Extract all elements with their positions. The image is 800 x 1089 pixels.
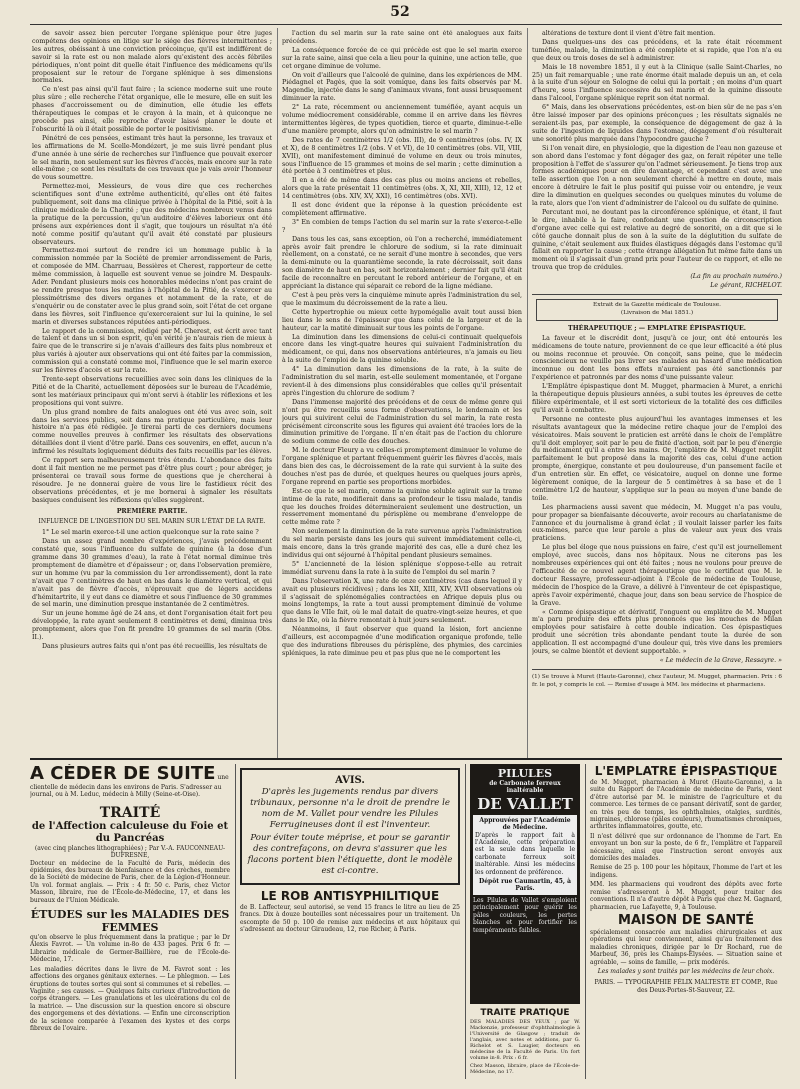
- ad-traite-body: Docteur en médecine de la Faculté de Paris, médecin des épidémies, des bureaux de bienfaisance et des crèches, membre de la Société de médecine de Paris, cher. de la Légion-d'Honneur. Un vol. format anglais. — Prix : 4 fr. 50 c. Paris, chez Victor Masson, libraire, rue de l'École-de-Médecine, 17, et dans les bureaux de l'Union Médicale.: [30, 859, 230, 904]
- ad-divider: [235, 764, 236, 1079]
- paragraph: 3° En combien de temps l'action du sel marin sur la rate s'exerce-t-elle ?: [282, 218, 522, 234]
- traite-pratique-title: TRAITÉ PRATIQUE: [480, 1008, 570, 1018]
- ad-traite-pratique: [470, 1008, 580, 1079]
- paragraph: de savoir assez bien percuter l'organe splénique pour être juges compétens des opinions en litige sur le siége des fièvres intermittentes ; les autres, obéissant à une conviction précoinçue, qu'il est indifférent de savoir si la rate est ou non malade alors qu'existent des accès fébriles périodiques, n'ont point dit quelle était l'influence des médicamens qu'ils proposaient sur le retour de l'organe splénique à ses dimensions normales.: [32, 30, 272, 85]
- ad-divider: [465, 764, 466, 1079]
- paragraph: Le plus bel éloge que nous puissions en faire, c'est qu'il est journellement employé, avec succès, dans nos hôpitaux. Nous ne citerons pas les nombreuses expériences qui ont été faites ; nous ne voulons pour preuve de l'efficacité de ce nouvel agent thérapeutique que le certificat que M. le docteur Ressayre, professeur-adjoint à l'École de médecine de Toulouse, médecin de l'hospice de la Grave, a délivré à l'inventeur de cet épispastique, après l'avoir expérimenté, chaque jour, dans son beau service de l'hospice de la Grave.: [532, 544, 782, 607]
- pilules-title: PILULES: [497, 767, 553, 780]
- paragraph: Permettez-moi surtout de rendre ici un hommage public à la commission nommée par la Société de premier arrondissement de Paris, et composée de MM. Charruau, Bessières et Cherest, rapporteur de cette même commission, à laquelle est souvent venue se joindre M. Despaulx-Ader. Pendant plusieurs mois ces honorables médecins n'ont pas craint de se rendre presque tous les matins à l'hôpital de la Pitié, de s'exercer au plessimétrisme des divers organes et notamment de la rate, et de s'enquérir ou de constater avec le plus grand soin, soit l'état de cet organe dans les fièvres, soit l'influence qu'exerceraient sur lui la quinine, le sel marin et diverses substances réputées anti-périodiques.: [32, 247, 272, 326]
- ad-divider: [585, 764, 586, 1079]
- ad-etudes-text: qu'on observe le plus fréquemment dans la pratique ; par le Dr Alexis Favrot. — Un volume in-8o de 433 pages. Prix 6 fr. — Librairie médicale de Germer-Baillière, rue de l'École-de-Médecine, 17.: [30, 934, 230, 964]
- paragraph: Non seulement la diminution de la rate survenue après l'administration du sel marin persiste dans les jours qui suivent immédiatement celle-ci, mais encore, dans la très grande majorité des cas, elle a duré chez les individus qui ont séjourné à l'hôpital pendant plusieurs semaines.: [282, 528, 522, 559]
- avis-text-2: Pour éviter toute méprise, et pour se garantir des contrefaçons, on devra s'assurer que les flacons portent bien l'étiquette, dont le modèle est ci-contre.: [247, 833, 453, 876]
- paragraph: altérations de texture dont il vient d'être fait mention.: [542, 30, 716, 37]
- paragraph: Ce n'est pas ainsi qu'il faut faire ; la science moderne suit une route plus sûre ; elle recherche l'état organique, elle le mesure, elle en suit les phases d'accroissement ou de diminution, elle étudie les effets thérapeutiques le compas et le crayon à la main, et à quiconque ne procède pas ainsi, elle reproche d'avoir laissé planer le doute et l'obscurité là où il était possible de porter le positivisme.: [32, 86, 272, 133]
- paragraph: 4° La diminution dans les dimensions de la rate, à la suite de l'administration du sel marin, est-elle seulement momentanée, et l'organe revient-il à des dimensions plus considérables que celles qu'il présentait après l'ingestion du chlorure de sodium ?: [282, 366, 522, 397]
- paragraph: Des rates de 7 centimètres 1/2 (obs. III), de 9 centimètres (obs. IV, IX et X), de 8 centimètres 1/2 (obs. V et VI), de 10 centimètres (obs. VII, VIII, XVII), ont manifestement diminué de volume en deux ou trois minutes, sous l'influence de 15 grammes et moins de sel marin ; cette diminution a été portée à 3 centimètres et plus.: [282, 136, 522, 176]
- paragraph: Permettez-moi, Messieurs, de vous dire que ces recherches scientifiques sont d'une extrême authenticité, qu'elles ont été faites publiquement, soit dans ma clinique privée à l'hôpital de la Pitié, soit à la clinique médicale de la Charité ; que des médecins nombreux venus dans la pratique de la percussion, qu'un auditoire d'élèves laborieux ont été présens aux expériences dont il s'agit, que toujours un résultat n'a été noté comme positif qu'autant qu'il avait été constaté par plusieurs observateurs.: [32, 183, 272, 246]
- paragraph: Dans l'immense majorité des précédens et de ceux de même genre qui n'ont pu être recueillis sous forme d'observations, le lendemain et les jours qui suivirent celui de l'administration du sel marin, la rate resta précisément circonscrite sous les figures qui avaient été tracées lors de la diminution primitive de l'organe. Il n'en était pas de l'action du chlorure de sodium comme de celle des douches.: [282, 398, 522, 446]
- paragraph: Les pharmaciens aussi savent que médecin, M. Mugget n'a pas voulu, pour propager sa bienfaisante découverte, avoir recours au charlatanisme de l'annonce et du journalisme à grand éclat ; il voulait laisser parler les faits eux-mêmes, parce que leur parole a plus de valeur aux yeux des vrais praticiens.: [532, 503, 782, 543]
- column-1-paragraphs: [32, 30, 272, 504]
- ad-traite-author: (avec cinq planches lithographiées) ; Par V.-A. FAUCONNEAU-DUFRESNE,: [34, 844, 226, 860]
- pilules-depot: Dépôt rue Caumartin, 45, à Paris.: [479, 878, 571, 893]
- section-subheading: INFLUENCE DE L'INGESTION DU SEL MARIN SUR L'ÉTAT DE LA RATE.: [38, 518, 266, 526]
- traite-pratique-text: DES MALADIES DES YEUX ; par W. Mackenzie, professeur d'ophthalmologie à l'Université de Glasgow ; traduit de l'anglais, avec notes et additions, par G. Richelot et S. Laugier, docteurs en médecine de la Faculté de Paris. Un fort volume in-8. Prix : 6 fr.: [470, 1019, 580, 1061]
- paragraph: Dans l'observation X, une rate de onze centimètres (cas dans lequel il y avait eu plusieurs récidives) ; dans les XII, XIII, XIV, XVII observations où il s'agissait de splénomégalies contractées en Afrique depuis plus ou moins longtemps, la rate a tout aussi promptement diminué de volume que dans le VIIe fait, où le mal datait de quatre-vingt-seize heures, et que dans le IXe, où la fièvre remontait à huit jours seulement.: [282, 577, 522, 625]
- column-3-paragraphs: [532, 30, 782, 272]
- avis-box: [240, 768, 460, 885]
- paragraph: Dans quelques-uns des cas précédens, et la rate était récemment tuméfiée, malade, la diminution a été complète et si rapide, que l'on n'a eu que deux ou trois doses de sel à administrer.: [532, 38, 782, 62]
- ad-cession-title: A CÉDER DE SUITE: [30, 764, 216, 784]
- ad-column-4: [590, 764, 782, 1079]
- paragraph: Percutant moi, ne doutant pas la circonférence splénique, et étant, il faut le dire, inhabile à le faire, confondant une question de circonscription d'organe avec celle qui est relative au degré de sonorité, on a dit que si le côté gauche donnait plus de son à la suite de la déglutition du sulfate de quinine, c'était seulement aux fluides élastiques dégagés dans l'estomac qu'il fallait en rapporter la cause ; cette étrange allégation fut même faite dans un moment où il s'agissait d'un grand prix pour l'auteur de ce rapport, et elle ne trouva que trop de crédules.: [532, 208, 782, 272]
- column-divider: [527, 28, 528, 758]
- paragraph: Pénétré de ces pensées, estimant très haut la personne, les travaux et les affirmations de M. Scelle-Mondézert, je me suis livré pendant plus d'une année à une série de recherches sur l'influence que pouvait exercer le sel marin, non seulement sur les fièvres d'accès, mais encore sur la rate elle-même ; ce sont les résultats de ces travaux que je vais avoir l'honneur de vous soumettre.: [32, 134, 272, 182]
- advertisements: [30, 758, 782, 1082]
- paragraph: Personne ne conteste plus aujourd'hui les avantages immenses et les résultats avantageux que la médecine retire chaque jour de l'emploi des vésicatoires. Mais souvent le praticien est arrêté dans le choix de l'emplâtre qu'il doit employer, soit par le peu de fixité d'action, soit par le peu d'énergie du médicament qu'il a entre les mains. Or, l'emplâtre de M. Mugget remplit parfaitement le but proposé dans la majorité des cas, celui d'une action prompte, énergique, constante et peu douloureuse, d'un pansement facile et d'un entretien sûr. En effet, ce vésicatoire, auquel on donne une forme légèrement conique, de la largeur de 5 centimètres à sa base et de 1 centimètre 1/2 de hauteur, s'applique sur la peau au moyen d'une bande de toile.: [532, 415, 782, 502]
- divider: [532, 669, 782, 670]
- paragraph: Le rapport de la commission, rédigé par M. Cherest, est écrit avec tant de talent et dans un si bon esprit, qu'en vérité je n'aurais rien de mieux à faire que de le transcrire si je n'avais d'ailleurs des faits plus nombreux et plus variés à ajouter aux observations qui ont été faites par la commission, commission qui a constaté comme moi, l'influence que le sel marin exerce sur les fièvres d'accès et sur la rate.: [32, 327, 272, 375]
- paragraph: Dans un assez grand nombre d'expériences, j'avais précédemment constaté que, sous l'influence du sulfate de quinine (à la dose d'un gramme dans 30 grammes d'eau), la rate à l'état normal diminue très promptement de diamètre et d'épaisseur ; or, dans l'observation première, sur un homme (vu par la commission du 1er arrondissement), dont la rate n'avait que 7 centimètres de haut en bas dans le diamètre vertical, et qui n'avait pas de fièvre d'accès, n'éprouvait que de légers accidens d'hémitartrite, il y eut dans ce diamètre et sous l'influence de 30 grammes de sel marin, une diminution presque instantanée de 2 centimètres.: [32, 538, 272, 609]
- paragraph: La faveur et le discrédit dont, jusqu'à ce jour, ont été entourés les médicamens de toute nature, proviennent de ce que leur efficacité a été plus ou moins reconnue et prouvée. On conçoit, sans peine, que le médecin consciencieux ne veuille pas livrer ses malades au hasard d'une médication inconnue ou dont les bons effets n'auraient pas été sanctionnés par l'expérience et patronnés par des noms d'une puissante valeur.: [532, 334, 782, 382]
- paragraph: l'action du sel marin sur la rate saine ont été analogues aux faits précédens.: [282, 30, 522, 45]
- paragraph: Trente-sept observations recueillies avec soin dans les cliniques de la Pitié et de la Charité, actuellement déposées sur le bureau de l'Académie, sont les matériaux principaux qui m'ont servi à établir les réflexions et les propositions qui vont suivre.: [32, 375, 272, 407]
- column-2-paragraphs: [282, 30, 522, 658]
- ad-pilules: [470, 764, 580, 1004]
- paragraph: 2° La rate, récemment ou anciennement tuméfiée, ayant acquis un volume médiocrement considérable, comme il en arrive dans les fièvres intermittentes légères, de types quotidien, tierce et quarte, diminue-t-elle d'une manière prompte, alors qu'on administre le sel marin ?: [282, 104, 522, 135]
- paragraph: Sur un jeune homme âgé de 24 ans, et dont l'organisation était fort peu développée, la rate ayant seulement 8 centimètres et demi, diminua très promptement, alors que l'on fit prendre 10 grammes de sel marin (Obs. II.).: [32, 610, 272, 642]
- extract-subtitle: (Livraison de Mai 1851.): [620, 309, 694, 316]
- paragraph: Cette hypertrophie ou mieux cette hypomégalie avait tout aussi bien lieu dans le sens de l'épaisseur que dans celui de la largeur et de la hauteur, car la matité diminuait sur tous les points de l'organe.: [282, 308, 522, 332]
- footnote: (1) Se trouve à Muret (Haute-Garonne), chez l'auteur, M. Mugget, pharmacien. Prix : 6 fr. le pot, y compris le col. — Remise d'usage à MM. les médecins et pharmaciens.: [532, 673, 782, 688]
- ad-traite-label: TRAITÉ: [99, 804, 161, 821]
- paragraph: Dans tous les cas, sans exception, où l'on a recherché, immédiatement après avoir fait prendre le chlorure de sodium, si la rate diminuait réellement, on a constaté, ce ne serait d'une montre à secondes, que vers la demi-minute ou la quarantième seconde, la rate décroissait, soit dans son diamètre de haut en bas, soit horizontalement ; dernier fait qu'il était facile de reconnaître en percutant le rebord antérieur de l'organe, et en appréciant la distance qui séparait ce rebord de la ligne médiane.: [282, 235, 522, 291]
- paragraph: Si l'on venait dire, en physiologie, que la digestion de l'eau non gazeuse et son abord dans l'estomac y font dégager des gaz, on ferait répéter une telle proposition à l'effet de s'assurer qu'on l'admet sérieusement. Je tiens trop aux formes académiques pour en dire davantage, et cependant c'est avec une telle assertion que l'on a non seulement cherché à mettre en doute, mais encore à détruire le fait le plus positif qui puisse voir ou entendre, je veux dire la diminution en quelques secondes ou quelques minutes du volume de la rate, alors que l'on vient d'administrer de l'alcool ou du sulfate de quinine.: [532, 144, 782, 208]
- ad-etudes-body: Les maladies décrites dans le livre de M. Favrot sont : les affections des organes génitaux externes. — Le phlegmon. — Les éruptions de toutes sortes qui sont si communes et si rebelles. — Vaginite ; ses causes. — Quelques faits curieux d'introduction de corps étrangers. — Les granulations et les ulcérations du col de la matrice. — Une discussion sur la question encore si obscure des engorgemens et des déviations. — Enfin une circonscription de la science comparée à l'examen des kystes et des corps fibreux de l'ovaire.: [30, 965, 230, 1032]
- suite-note: (La fin au prochain numéro.): [690, 273, 782, 281]
- gerant-signature: Le gérant, RICHELOT.: [710, 282, 782, 290]
- column-1-paragraphs-2: [32, 529, 272, 651]
- paragraph: « Comme épispastique et dérivatif, l'onguent ou emplâtre de M. Mugget m'a paru produire des effets plus prononcés que les mouches de Milan employées pour satisfaire à cette double indication. Ces épispastiques produit une sécrétion très abondante pendant toute la durée de son application. Il est accompagné d'une douleur qui, très vive dans les premiers jours, se calme bientôt et devient supportable. »: [532, 608, 782, 656]
- paragraph: 5° L'ancienneté de la lésion splénique s'oppose-t-elle au retrait immédiat survenu dans la rate à la suite de l'emploi du sel marin ?: [282, 560, 522, 576]
- emplatre-text-1: de M. Mugget, pharmacien à Muret (Haute-Garonne), a la suite du Rapport de l'Académie de médecine de Paris, vient d'être autorisé par M. le ministre de l'agriculture et du commerce. Les termes de ce pansant dérivatif, sont de garder, en très peu de temps, les ophthalmies, otalgies, surdités, migraines, chlorose (pâles couleurs), rhumatismes chroniques, arthrites inflammatoires, goutte, etc.: [590, 779, 782, 831]
- pilules-text: D'après le rapport fait à l'Académie, cette préparation est la seule dans laquelle le carbonate ferreux soit inaltérable. Ainsi les médecins les ordonnent de préférence.: [475, 831, 575, 876]
- pilules-subtitle: de Carbonate ferreux inaltérable: [489, 780, 561, 795]
- paragraph: Néanmoins, il faut observer que quand la lésion, fort ancienne d'ailleurs, est accompagnée d'une modification organique profonde, telle que des indurations fibreuses du périsplène, des phymies, des carcinies spléniques, la rate diminue peu et pas plus que ne le comportent les: [282, 626, 522, 657]
- ad-etudes-title: ÉTUDES sur les MALADIES DES FEMMES: [30, 908, 230, 935]
- header-rule: [30, 24, 782, 25]
- paragraph: La conséquence forcée de ce qui précède est que le sel marin exerce sur la rate saine, ainsi que cela a lieu pour la quinine, une action telle, que cet organe diminue de volume.: [282, 46, 522, 70]
- paragraph: On voit d'ailleurs que l'alcoolé de quinine, dans les expériences de MM. Piédagnel et Pagès, que la soit vomique, dans les faits observés par M. Magendie, injectée dans le sang d'animaux vivans, font aussi brusquement diminuer la rate.: [282, 71, 522, 103]
- section-heading: PREMIÈRE PARTIE.: [116, 508, 188, 516]
- extract-heading: THÉRAPEUTIQUE ; — EMPLATRE ÉPISPASTIQUE.: [568, 324, 746, 332]
- maison-text: spécialement consacrée aux maladies chirurgicales et aux opérations qui leur conviennent, ainsi qu'au traitement des maladies chroniques, dirigée par le Dr Rochard, rue de Marbeuf, 36, près les Champs-Élysées. — Situation saine et agréable, — soins de famille, — prix modérés.: [590, 928, 782, 966]
- paragraph: M. le docteur Fleury a vu celles-ci promptement diminuer le volume de l'organe splénique et partant fréquemment guérir les fièvres d'accès, mais dans bien des cas, le décroissement de la rate qui survient à la suite des douches n'est pas de durée, et quelques heures ou quelques jours après, l'organe reprend en partie ses proportions morbides.: [282, 447, 522, 486]
- ad-traite-title: de l'Affection calculeuse du Foie et du Pancréas: [31, 820, 229, 844]
- column-divider: [277, 28, 278, 758]
- paragraph: Ce rapport sera malheureusement très étendu. L'abondance des faits dont il fait mention ne me permet pas d'être plus court ; pour abréger, je présenterai ce travail sous forme de questions que je chercherai à résoudre. Je ne donnerai guère de vous lire le fastidieux récit des observations précédentes, et je me bornerai à signaler les résultats basiques conduisent les réflexions qu'elles suggèrent.: [32, 457, 272, 504]
- maison-foot: Les malades y sont traités par les médecins de leur choix.: [597, 967, 775, 975]
- paragraph: 6° Mais, dans les observations précédentes, est-on bien sûr de ne pas s'en être laissé imposer par des opinions préconçues ; les résultats signalés ne seraient-ils pas, par exemple, la conséquence de dégagement de gaz à la suite de l'ingestion de liquides dans l'estomac, dégagement d'où résulterait une sonorité plus marquée dans l'hypocondre gauche ?: [532, 104, 782, 143]
- divider: [532, 294, 782, 295]
- pilules-foot: Les Pilules de Vallet s'emploient principalement pour guérir les pâles couleurs, les pertes blanches et pour fortifier les tempéraments faibles.: [473, 896, 577, 934]
- extract-box: [536, 299, 778, 321]
- emplatre-text-2: Il n'est délivré que sur ordonnance de l'homme de l'art. En envoyant un bon sur la poste, de 6 fr., l'emplâtre et l'appareil nécessaire, ainsi que l'instruction seront envoyés aux domiciles des malades.: [590, 832, 782, 863]
- column-3-paragraphs-2: [532, 335, 782, 656]
- page-number: 52: [390, 4, 410, 20]
- printer-imprint: PARIS. — TYPOGRAPHIE FÉLIX MALTESTE ET COMP., Rue des Deux-Portes-St-Sauveur, 22.: [594, 979, 778, 994]
- emplatre-text-3: Remise de 25 p. 100 pour les hôpitaux, l'homme de l'art et les indigens.: [590, 864, 782, 879]
- avis-title: AVIS.: [335, 775, 365, 786]
- pilules-approval: Approuvées par l'Académie de Médecine.: [479, 816, 571, 832]
- paragraph: Dans plusieurs autres faits qui n'ont pas été recueillis, les résultats de: [42, 642, 268, 650]
- paragraph: Mais le 18 novembre 1851, il y eut à la Clinique (salle Saint-Charles, no 25) un fait remarquable ; une rate énorme était malade depuis un an, et cela à la suite d'un séjour en Sologne de celui qui la portait ; en moins d'un quart d'heure, sous l'influence successive du sel marin et de la quinine dissoute dans l'alcool, l'organe splénique reprit son état normal.: [532, 63, 782, 103]
- paragraph: L'Emplâtre épispastique dont M. Mugget, pharmacien à Muret, a enrichi la thérapeutique depuis plusieurs années, a subi toutes les épreuves de cette filière expérimentale, et il est sorti victorieux de la totalité des ces difficiles qu'il avait à combattre.: [532, 383, 782, 414]
- avis-text-1: D'après les jugements rendus par divers tribunaux, personne n'a le droit de prendre le nom de M. Vallet pour vendre les Pilules Ferrugineuses dont il est l'inventeur.: [250, 787, 450, 830]
- paragraph: Est-ce que le sel marin, comme la quinine soluble agirait sur la trame intime de la rate, modifierait dans sa profondeur le tissu malade, tandis que les douches froides détermineraient seulement une destruction, un resserrement momentané du périsplène ou membrane d'enveloppe de cette même rate ?: [282, 487, 522, 527]
- paragraph: Un plus grand nombre de faits analogues ont été vus avec soin, soit dans les services publics, soit dans ma pratique particulière, mais leur histoire n'a pas été rédigée. Je tirerai parti de ces derniers documens comme nouvelles preuves à confirmer les résultats des observations détaillées dont il vient d'être parlé. Dans ces souvenirs, en effet, aucun n'a infirmé les résultats logiquement déduits des faits recueillis par les élèves.: [32, 408, 272, 456]
- column-2: [282, 30, 522, 750]
- ad-column-1: [30, 764, 230, 1079]
- rob-text: de B. Laffecteur, seul autorisé, se vend 15 francs le litre au lieu de 25 francs. Dix à douze bouteilles sont nécessaires pour un traitement. Un escompte de 50 p. 100 de remise aux médecins et aux hôpitaux qui s'adressent au docteur Giraudeau, 12, rue Richer, à Paris.: [240, 904, 460, 934]
- paragraph: C'est à peu près vers la cinquième minute après l'administration du sel, que le maximum du décroissement de la rate a lieu.: [282, 292, 522, 307]
- column-1: [32, 30, 272, 750]
- emplatre-text-4: MM. les pharmaciens qui voudront des dépôts avec forte remise s'adresseront à M. Mugget, pour traiter des conventions. Il n'a d'autre dépôt à Paris que chez M. Gagnard, pharmacien, rue Lafayette, 9, à Toulouse.: [590, 881, 782, 911]
- paragraph: Il en a été de même dans des cas plus ou moins anciens et rebelles, alors que la rate présentait 11 centimètres (obs. X, XI, XII, XIII), 12, 12 et 14 centimètres (obs. XIV, XV, XXI), 16 centimètres (obs. XVI).: [282, 177, 522, 201]
- rob-title: LE ROB ANTISYPHILITIQUE: [260, 889, 440, 903]
- ressayre-signature: « Le médecin de la Grave, Ressayre. »: [659, 656, 782, 664]
- extract-title: Extrait de la Gazette médicale de Toulouse.: [593, 302, 721, 308]
- column-3: [532, 30, 782, 750]
- pilules-name: DE VALLET: [477, 794, 573, 813]
- emplatre-title: L'EMPLATRE ÉPISPASTIQUE: [594, 764, 778, 778]
- traite-pratique-address: Chez Masson, libraire, place de l'École-de-Médecine, no 17.: [470, 1063, 580, 1075]
- paragraph: Il est donc évident que la réponse à la question précédente est complètement affirmative.: [282, 202, 522, 217]
- paragraph: La diminution dans les dimensions de celui-ci continuait quelquefois encore dans les vingt-quatre heures qui suivaient l'administration du médicament, ce qui, dans nos observations antérieures, n'a jamais eu lieu à la suite de l'emploi de la quinine soluble.: [282, 333, 522, 365]
- ad-column-2: [240, 764, 460, 1079]
- paragraph: 1° Le sel marin exerce-t-il une action quelconque sur la rate saine ?: [42, 529, 259, 537]
- maison-title: MAISON DE SANTÉ: [618, 912, 754, 928]
- ad-cession-text: une clientelle de médecin dans les environs de Paris. S'adresser au journal, ou à M. Leduc, médecin à Milly (Seine-et-Oise).: [30, 774, 229, 799]
